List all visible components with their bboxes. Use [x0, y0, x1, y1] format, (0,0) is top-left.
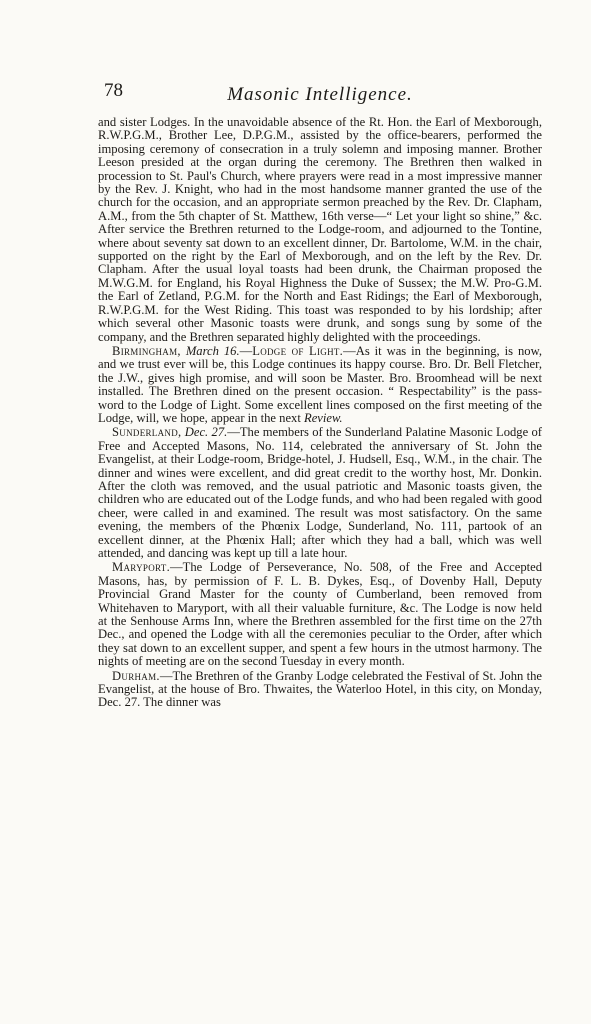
running-title: Masonic Intelligence. [227, 84, 413, 105]
date-heading: March 16. [185, 343, 240, 358]
place-heading: Maryport. [112, 560, 171, 575]
paragraph-text: and sister Lodges. In the unavoidable absence of the Rt. Hon. the Earl of Mexborough, R.W.P.G.M., Brother Lee, D.P.G.M., assisted by the office-bearers, performed the imposing ceremony of consecration in a truly solemn and imposing manner. Brother Leeson presided at the organ during the ceremony. The Brethren then walked in procession to St. Paul's Church, where prayers were read in a most impressive manner by the Rev. J. Knight, who had in the most handsome manner granted the use of the church for the occasion, and an appropriate sermon preached by the Rev. Dr. Clapham, A.M., from the 5th chapter of St. Matthew, 16th verse—“ Let your light so shine,” &c. After service the Brethren returned to the Lodge-room, and adjourned to the Tontine, where about seventy sat down to an excellent dinner, Dr. Bartolome, W.M. in the chair, supported on the right by the Earl of Mexborough, and on the left by the Rev. Dr. Clapham. After the usual loyal toasts had been drunk, the Chairman proposed the M.W.G.M. for England, his Royal Highness the Duke of Sussex; the M.W. Pro-G.M. the Earl of Zetland, P.G.M. for the North and East Ridings; the Earl of Mexborough, R.W.P.G.M. for the West Riding. This toast was responded to by his lordship; after which several other Masonic toasts were drunk, and songs sung by some of the company, and the Brethren separated highly delighted with the proceedings. [98, 115, 542, 344]
page-number: 78 [104, 80, 123, 101]
paragraph-birmingham: Birmingham, March 16.—Lodge of Light.—As it was in the beginning, is now, and we trust ever will be, this Lodge continues its happy course. Bro. Dr. Bell Fletcher, the J.W., gives high promise, and will soon be Master. Bro. Broomhead will be next installed. The Brethren dined on the present occasion. “ Respectability” is the pass-word to the Lodge of Light. Some excellent lines composed on the first meeting of the Lodge, will, we hope, appear in the next Review. [98, 343, 543, 425]
paragraph-text: —The members of the Sunderland Palatine Masonic Lodge of Free and Accepted Masons, No. 114, celebrated the anniversary of St. John the Evangelist, at their Lodge-room, Bridge-hotel, J. Hudsell, Esq., W.M., in the chair. The dinner and wines were excellent, and did great credit to the worthy host, Mr. Donkin. After the cloth was removed, and the usual patriotic and Masonic toasts given, the children who are educated out of the Lodge funds, and who had been regaled with good cheer, were called in and examined. The result was most satisfactory. On the same evening, the members of the Phœnix Lodge, Sunderland, No. 111, partook of an excellent dinner, at the Phœnix Hall; after which they had a ball, which was well attended, and dancing was kept up till a late hour. [98, 425, 542, 560]
place-heading: Sunderland, [112, 425, 182, 440]
paragraph-maryport [98, 561, 542, 668]
running-head [98, 80, 542, 108]
paragraph-text: —The Brethren of the Granby Lodge celebrated the Festival of St. John the Evangelist, at the house of Bro. Thwaites, the Waterloo Hotel, in this city, on Monday, Dec. 27. The dinner was [98, 668, 542, 710]
paragraph-consecration [98, 116, 542, 344]
place-heading: Durham. [112, 668, 160, 683]
paragraph-text: —As it was in the beginning, is now, and we trust ever will be, this Lodge continues its happy course. Bro. Dr. Bell Fletcher, the J.W., gives high promise, and will soon be Master. Bro. Broomhead will be next installed. The Brethren dined on the present occasion. “ Respectability” is the pass-word to the Lodge of Light. Some excellent lines composed on the first meeting of the Lodge, will, we hope, appear in the next [98, 343, 543, 425]
paragraph-sunderland [98, 426, 542, 560]
paragraph-tail: Review. [304, 410, 343, 425]
paragraph-text: —The Lodge of Perseverance, No. 508, of the Free and Accepted Masons, has, by permission of F. L. B. Dykes, Esq., of Dovenby Hall, Deputy Provincial Grand Master for the county of Cumberland, been removed from Whitehaven to Maryport, with all their valuable furniture, &c. The Lodge is now held at the Senhouse Arms Inn, where the Brethren assembled for the first time on the 27th Dec., and opened the Lodge with all the ceremonies peculiar to the Order, after which they sat down to an excellent supper, and spent a few hours in the utmost harmony. The nights of meeting are on the second Tuesday in every month. [98, 560, 542, 669]
paragraph-durham [98, 670, 542, 710]
date-heading: Dec. 27. [184, 425, 228, 440]
page [98, 80, 542, 711]
place-heading: Birmingham, [112, 343, 181, 358]
lodge-heading: Lodge of Light. [252, 343, 344, 358]
article-body [98, 116, 542, 710]
